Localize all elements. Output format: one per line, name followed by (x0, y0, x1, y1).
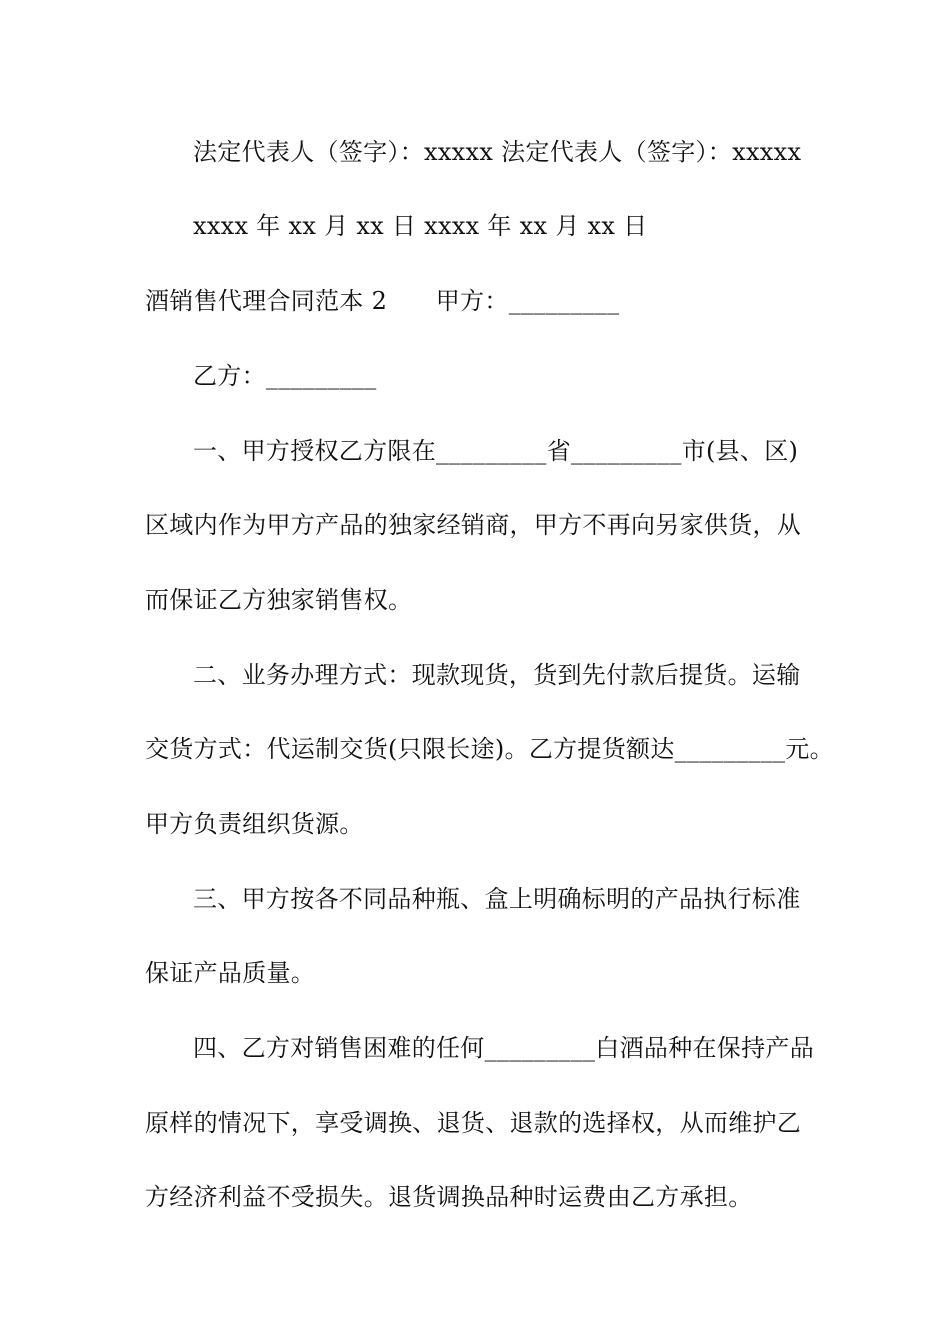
clause-1-line-3: 而保证乙方独家销售权。 (145, 586, 413, 614)
clause-2-line-3: 甲方负责组织货源。 (145, 810, 364, 838)
clause-4-line-2: 原样的情况下，享受调换、退货、退款的选择权，从而维护乙 (145, 1109, 802, 1137)
signature-line: 法定代表人（签字）：xxxxx 法定代表人（签字）：xxxxx (193, 138, 802, 166)
clause-2-line-2: 交货方式：代运制交货(只限长途)。乙方提货额达_________元。 (145, 735, 834, 763)
clause-1-line-1: 一、甲方授权乙方限在_________省_________市(县、区) (193, 437, 799, 465)
clause-4-line-3: 方经济利益不受损失。退货调换品种时运费由乙方承担。 (145, 1183, 753, 1211)
clause-1-line-2: 区域内作为甲方产品的独家经销商，甲方不再向另家供货，从 (145, 511, 802, 539)
date-line: xxxx 年 xx 月 xx 日 xxxx 年 xx 月 xx 日 (193, 212, 648, 240)
clause-3-line-2: 保证产品质量。 (145, 959, 316, 987)
clause-3-line-1: 三、甲方按各不同品种瓶、盒上明确标明的产品执行标准 (193, 885, 801, 913)
party-b-line: 乙方：_________ (193, 362, 377, 390)
clause-4-line-1: 四、乙方对销售困难的任何_________白酒品种在保持产品 (193, 1034, 814, 1062)
contract-title-line: 酒销售代理合同范本 2 甲方：_________ (145, 287, 620, 315)
clause-2-line-1: 二、业务办理方式：现款现货，货到先付款后提货。运输 (193, 661, 801, 689)
